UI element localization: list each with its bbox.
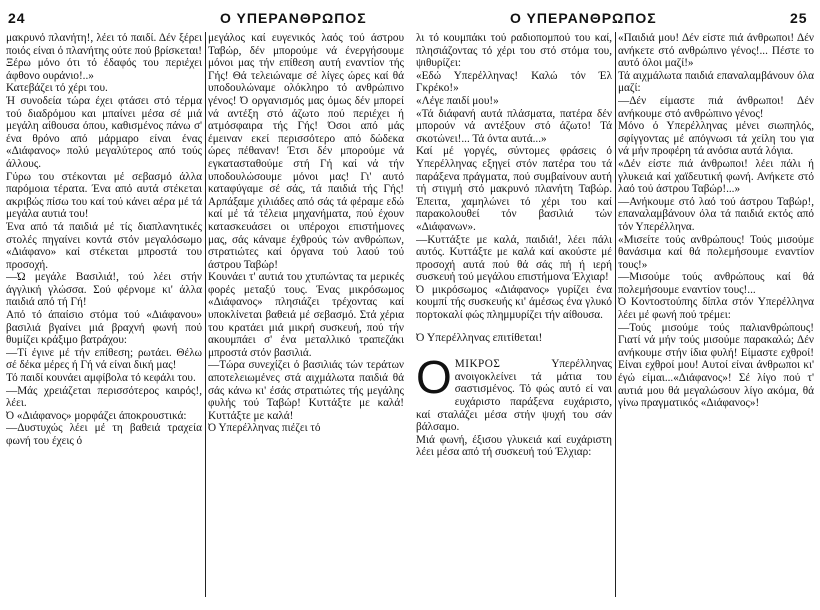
paragraph: Τό παιδί κουνάει αμφίβολα τό κεφάλι του. — [6, 372, 196, 385]
chapter-subtitle: Ό Υπερέλληνας επιτίθεται! — [416, 330, 543, 344]
left-running-title: Ο ΥΠΕΡΑΝΘΡΩΠΟΣ — [220, 10, 367, 26]
paragraph-rest: Υπερέλληνας ανοιγοκλείνει τά μάτια του σαστισμένος. Τό φώς αυτό εί ναι ευχάριστο παράξενα ευχάριστο, καί σταλάζει μέσα στήν ψυχή του σάν βάλσαμο. — [416, 358, 612, 434]
dropcap-paragraph — [416, 351, 612, 434]
paragraph: «Δέν είστε πιά άνθρωποι! λέει πάλι ή γλυκειά καί χαϊδευτική φωνή. Ανήκετε στό λαό τού άστρου Ταβώρ!...» — [618, 157, 814, 196]
paragraph: Ό Υπερέλληνας πιέζει τό — [208, 422, 321, 435]
paragraph: Καί μέ γοργές, σύντομες φράσεις ό Υπερέλληνας εξηγεί στόν πατέρα του τά παράξενα πράγματα, πού συμβαίνουν αυτή τή στιγμή στό μακρυνό πλανήτη Ταβώρ. Έπειτα, χαμηλώνει τό χέρι του καί παρακολουθεί τόν βασιλιά τών «Διάφανων». — [416, 145, 612, 233]
column-divider — [615, 32, 616, 597]
paragraph: «Τά διάφανή αυτά πλάσματα, πατέρα δέν μπορούν νά αντέξουν στό άζωτο! Τά σκοτώνει!... Τά όντα αυτά...» — [416, 107, 612, 145]
paragraph: —Μάς χρειάζεται περισσότερος καιρός!, λέει. — [6, 384, 202, 410]
paragraph: —Τί έγινε μέ τήν επίθεση; ρωτάει. Θέλω σέ δέκα μέρες ή Γή νά είναι δική μας! — [6, 346, 202, 372]
paragraph: μεγάλος καί ευγενικός λαός τού άστρου Ταβώρ, δέν μπορούμε νά ένεργήσουμε μόνοι μας τήν επίθεση αυτή εναντίον τής Γής! Θά τελειώναμε σέ λίγες ώρες καί θά υποδουλώναμε ολόκληρο τό ανθρώπινο γένος! Ό οργανισμός μας όμως δέν μπορεί νά αντέξη στό άζωτο πού περιέχει ή ατμόσφαιρα τής Γής! Όσοι από μάς έμειναν εκεί περισσότερο από δώδεκα ώρες πέθαναν! Έτσι δέν μπορούμε νά εγκατασταθούμε στή Γή καί νά τήν υποδουλώσουμε μόνοι μας! Γι' αυτό καταφύγαμε σέ σάς, τά παιδιά τής Γής! Αρπάξαμε χιλιάδες από σάς τά φέραμε εδώ καί μέ τά τέλεια μηχανήματα, πού έχουν κατασκευάσει οι υπέροχοι επιστήμονες μας, σάς κάναμε έχθρούς τών ανθρώπων, στρατιώτες καί όργανα τού λαού τού άστρου Ταβώρ! — [208, 32, 404, 271]
left-column-1 — [6, 32, 202, 602]
paragraph: Ένα από τά παιδιά μέ τίς διαπλανητικές στολές πηγαίνει κοντά στόν μεγαλόσωμο «Διάφανο» καί στέκεται μπροστά του προσοχή. — [6, 220, 202, 271]
paragraph: —Τούς μισούμε τούς παλιανθρώπους! Γιατί νά μήν τούς μισούμε παρακαλώ; Δέν ανήκουμε στήν ίδια φυλή! Είμαστε εχθροί! Είναι εχθροί μου! Αυτοί είναι άνθρωποι κι' έγώ είμαι...«Διάφανος»! Σέ λίγο πού τ' αυτιά μου θά μεγαλώσουν λίγο ακόμα, θά γίνω πραγματικός «Διάφανος»! — [618, 321, 814, 410]
paragraph: —Δυστυχώς λέει μέ τη βαθειά τραχεία φωνή του έχεις ό — [6, 422, 202, 447]
paragraph: —Κυττάξτε με καλά, παιδιά!, λέει πάλι αυτός. Κυττάξτε με καλά καί ακούστε μέ προσοχή αυτά πού θά σάς πή ή ιερή συσκευή τού μεγάλου επιστήμονα Έλχιαρ! — [416, 233, 612, 284]
right-column-2 — [618, 32, 814, 602]
left-page — [6, 32, 404, 602]
paragraph: —Δέν είμαστε πιά άνθρωποι! Δέν ανήκουμε στό ανθρώπινο γένος! — [618, 94, 814, 120]
left-page-number: 24 — [8, 10, 26, 26]
paragraph: λι τό κουμπάκι τού ραδιοπομπού του καί, πλησιάζοντας τό χέρι του στό στόμα του, ψιθυρίζει: — [416, 32, 612, 70]
column-divider — [205, 32, 206, 597]
opening-words: ΜΙΚΡΟΣ — [454, 358, 501, 371]
paragraph: Ό «Διάφανος» μορφάζει άποκρουστικά: — [6, 409, 187, 422]
paragraph: «Λέγε παιδί μου!» — [416, 94, 499, 107]
paragraph: —Τώρα συνεχίζει ό βασιλιάς τών τεράτων αποτελειωμένες στά αιχμάλωτα παιδιά θά σάς κάνω κι' έσάς στρατιώτες τής μεγάλης φυλής τού Ταβώρ! Κυττάξτε με καλά! Κυττάξτε με καλά! — [208, 359, 404, 422]
paragraph: Γύρω του στέκονται μέ σεβασμό άλλα παρόμοια τέρατα. Ένα από αυτά στέκεται ακριβώς πίσω του καί τού κάνει αέρα μέ τά μεγάλα αυτιά του! — [6, 170, 202, 221]
paragraph: Κατεβάζει τό χέρι του. — [6, 82, 108, 95]
paragraph: —Μισούμε τούς ανθρώπους καί θά πολεμήσουμε εναντίον τους!... — [618, 271, 814, 296]
dropcap-letter: Ο — [416, 351, 452, 404]
right-column-1 — [416, 32, 612, 602]
paragraph: «Μισείτε τούς ανθρώπους! Τούς μισούμε θανάσιμα καί θά πολεμήσουμε εναντίον τους!» — [618, 233, 814, 271]
paragraph: μακρυνό πλανήτη!, λέει τό παιδί. Δέν ξέρει ποιός είναι ό πλανήτης ούτε πού βρίσκεται! Ξέρω μόνο ότι τό έδαφός του περιέχει άφθονο ουράνιο!..» — [6, 32, 202, 82]
paragraph: Μόνο ό Υπερέλληνας μένει σιωπηλός, σφίγγοντας μέ απόγνωσι τά χείλη του για νά μήν προφέρη τά ανόσια αυτά λόγια. — [618, 120, 814, 158]
paragraph: Από τό άπαίσιο στόμα τού «Διάφανου» βασιλιά βγαίνει μιά βραχνή φωνή πού θυμίζει κράξιμο βατράχου: — [6, 309, 202, 347]
paragraph: —Ανήκουμε στό λαό τού άστρου Ταβώρ!, επαναλαμβάνουν όλα τά παιδιά εκτός από τόν Υπερέλληνα. — [618, 195, 814, 233]
left-column-2 — [208, 32, 404, 602]
paragraph: Μιά φωνή, έξισου γλυκειά καί ευχάριστη λέει μέσα από τή συσκευή τού Έλχιαρ: — [416, 433, 612, 459]
right-page — [416, 32, 814, 602]
paragraph: Ή συνοδεία τώρα έχει φτάσει στό τέρμα τού διαδρόμου και μπαίνει μέσα σέ μιά μεγάλη αίθουσα όπου, καθισμένος πάνω σ' ένα θρόνο από μάρμαρο είναι ένας «Διάφανος» πολύ μεγαλύτερος από τούς άλλους. — [6, 94, 202, 170]
paragraph: Ό μικρόσωμος «Διάφανος» γυρίζει ένα κουμπί τής συσκευής κι' άμέσως ένα γλυκό πορτοκαλί φώς πλημμυρίζει τήν αίθουσα. — [416, 283, 612, 322]
right-running-title: Ο ΥΠΕΡΑΝΘΡΩΠΟΣ — [510, 10, 657, 26]
right-page-number: 25 — [790, 10, 808, 26]
paragraph: —Ώ μεγάλε Βασιλιά!, τού λέει στήν άγγλική γλώσσα. Σού φέρνομε κι' άλλα παιδιά από τή Γή! — [6, 271, 202, 309]
paragraph: «Παιδιά μου! Δέν είστε πιά άνθρωποι! Δέν ανήκετε στό ανθρώπινο γένος!... Πέστε το αυτό όλοι μαζί!» — [618, 32, 814, 70]
paragraph: Ό Κοντοστούπης δίπλα στόν Υπερέλληνα λέει μέ φωνή πού τρέμει: — [618, 296, 814, 322]
paragraph: «Εδώ Υπερέλληνας! Καλώ τόν Έλ Γκρέκο!» — [416, 69, 612, 95]
paragraph: Τά αιχμάλωτα παιδιά επαναλαμβάνουν όλα μαζί: — [618, 69, 814, 95]
paragraph: Κουνάει τ' αυτιά του χτυπώντας τα μερικές φορές μεταξύ τους. Ένας μικρόσωμος «Διάφανος» πλησιάζει τρέχοντας καί υποκλίνεται βαθειά μέ σεβασμό. Στά χέρια του κρατάει μιά μικρή συσκευή, πού τήν ακουμπάει σ' ένα μεταλλικό τραπεζάκι μπροστά στόν βασιλιά. — [208, 271, 404, 359]
